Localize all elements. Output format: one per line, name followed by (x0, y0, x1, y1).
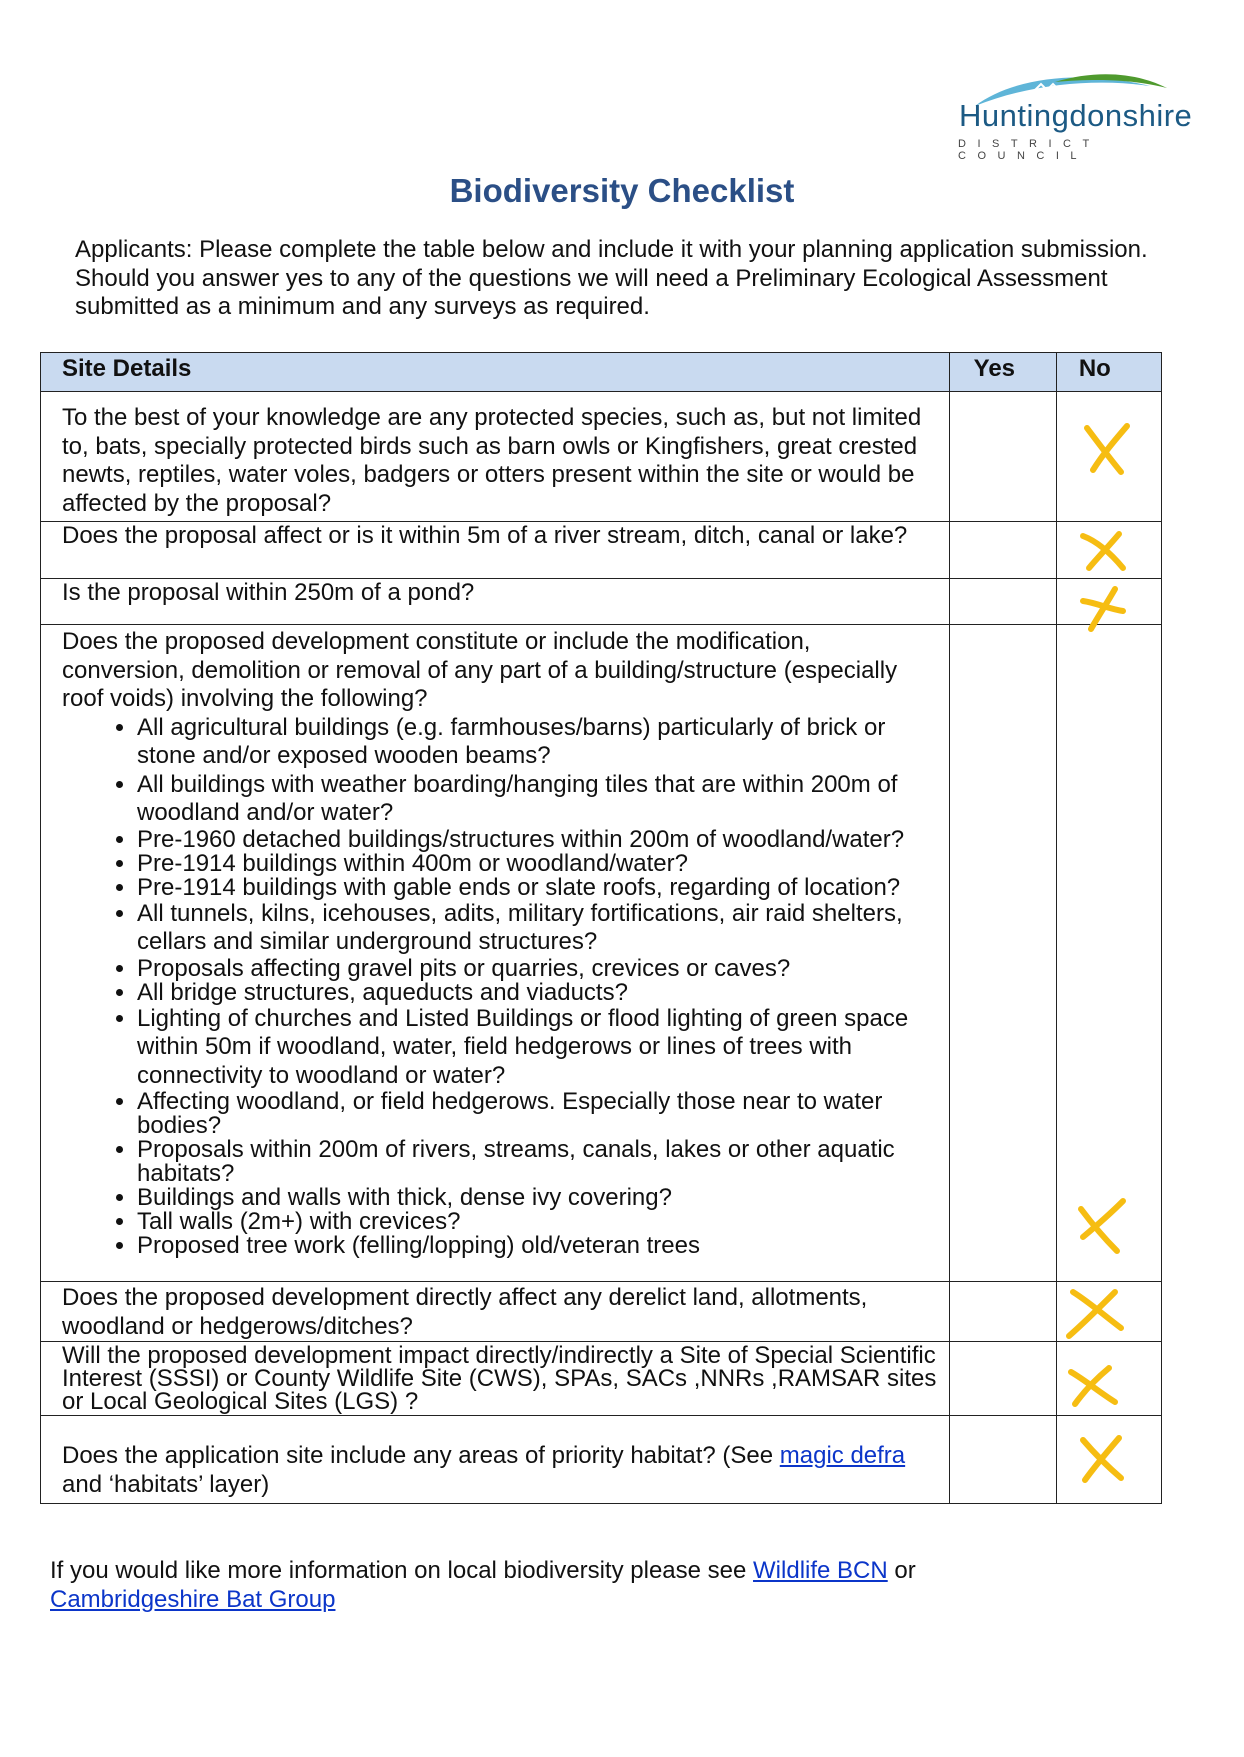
header-no: No (1056, 353, 1161, 392)
bat-group-link[interactable]: Cambridgeshire Bat Group (50, 1586, 336, 1613)
list-item: • All bridge structures, aqueducts and viaducts? (137, 981, 937, 1005)
cross-mark-icon (1065, 1360, 1123, 1410)
list-item: • All agricultural buildings (e.g. farmhouses/barns) particularly of brick or stone and/or exposed wooden beams? (137, 714, 937, 771)
table-row (41, 1282, 1162, 1342)
yes-cell[interactable] (949, 1342, 1056, 1416)
footer-text (50, 1556, 916, 1614)
list-item: • Tall walls (2m+) with crevices? (137, 1210, 937, 1234)
list-item: • Proposed tree work (felling/lopping) old/veteran trees (137, 1234, 937, 1258)
question-pond: Is the proposal within 250m of a pond? (41, 579, 950, 625)
council-logo (935, 68, 1205, 162)
building-criteria-list (62, 714, 937, 1259)
logo-subtitle: DISTRICT COUNCIL (958, 138, 1101, 162)
no-cell[interactable] (1056, 522, 1161, 579)
list-item: • Pre-1960 detached buildings/structures within 200m of woodland/water? (137, 828, 937, 852)
list-item: • Pre-1914 buildings with gable ends or slate roofs, regarding of location? (137, 876, 937, 900)
table-header-row (41, 353, 1162, 392)
table-row (41, 1342, 1162, 1416)
no-cell[interactable] (1056, 392, 1161, 522)
cross-mark-icon (1063, 1286, 1129, 1340)
no-cell[interactable] (1056, 625, 1161, 1282)
table-row (41, 625, 1162, 1282)
list-item: • All tunnels, kilns, icehouses, adits, military fortifications, air raid shelters, cellars and similar underground structures? (137, 900, 937, 957)
list-item: • Affecting woodland, or field hedgerows. Especially those near to water bodies? (137, 1090, 937, 1138)
magic-defra-link[interactable]: magic defra (779, 1442, 906, 1469)
cross-mark-icon (1079, 528, 1131, 574)
question-buildings (41, 625, 950, 1282)
no-cell[interactable] (1056, 1282, 1161, 1342)
table-row (41, 1416, 1162, 1504)
yes-cell[interactable] (949, 1282, 1056, 1342)
yes-cell[interactable] (949, 625, 1056, 1282)
yes-cell[interactable] (949, 522, 1056, 579)
list-item: • Buildings and walls with thick, dense ivy covering? (137, 1186, 937, 1210)
list-item: • Lighting of churches and Listed Buildings or flood lighting of green space within 50m if woodland, water, field hedgerows or lines of trees with connectivity to woodland or water? (137, 1005, 937, 1091)
question-watercourse: Does the proposal affect or is it within 5m of a river stream, ditch, canal or lake? (41, 522, 950, 579)
no-cell[interactable] (1056, 579, 1161, 625)
header-yes: Yes (949, 353, 1056, 392)
table-row (41, 579, 1162, 625)
cross-mark-icon (1081, 422, 1133, 476)
logo-wordmark: Huntingdonshire (959, 98, 1193, 133)
cross-mark-icon (1077, 1434, 1129, 1486)
question-designated-sites: Will the proposed development impact directly/indirectly a Site of Special Scientific Interest (SSSI) or County Wildlife Site (CWS), SPAs, SACs ,NNRs ,RAMSAR sites or Local Geological Sites (LGS) ? (41, 1342, 950, 1416)
header-site-details: Site Details (41, 353, 950, 392)
yes-cell[interactable] (949, 392, 1056, 522)
yes-cell[interactable] (949, 579, 1056, 625)
question-derelict-land: Does the proposed development directly affect any derelict land, allotments, woodland or hedgerows/ditches? (41, 1282, 950, 1342)
habitat-text-before: Does the application site include any areas of priority habitat? (See (62, 1442, 780, 1469)
intro-text: Applicants: Please complete the table below and include it with your planning application submission. Should you answer yes to any of the questions we will need a Preliminary Ecological Assessment submitted as a minimum and any surveys as required. (75, 236, 1148, 320)
no-cell[interactable] (1056, 1416, 1161, 1504)
cross-mark-icon (1073, 1195, 1133, 1257)
table-row (41, 392, 1162, 522)
question-protected-species: To the best of your knowledge are any protected species, such as, but not limited to, bats, specially protected birds such as barn owls or Kingfishers, great crested newts, reptiles, water voles, badgers or otters present within the site or would be affected by the proposal? (41, 392, 950, 522)
list-item: • All buildings with weather boarding/hanging tiles that are within 200m of woodland and/or water? (137, 771, 937, 828)
footer-text-mid: or (887, 1557, 916, 1584)
table-row (41, 522, 1162, 579)
list-item: • Proposals affecting gravel pits or quarries, crevices or caves? (137, 957, 937, 981)
footer-text-before: If you would like more information on local biodiversity please see (50, 1557, 754, 1584)
list-item: • Pre-1914 buildings within 400m or woodland/water? (137, 852, 937, 876)
wildlife-bcn-link[interactable]: Wildlife BCN (753, 1557, 888, 1584)
question-buildings-intro: Does the proposed development constitute or include the modification, conversion, demolition or removal of any part of a building/structure (especially roof voids) involving the following? (62, 628, 898, 712)
biodiversity-table (40, 352, 1162, 1504)
page-title: Biodiversity Checklist (449, 172, 795, 209)
list-item: • Proposals within 200m of rivers, streams, canals, lakes or other aquatic habitats? (137, 1138, 937, 1186)
no-cell[interactable] (1056, 1342, 1161, 1416)
yes-cell[interactable] (949, 1416, 1056, 1504)
habitat-text-after: and ‘habitats’ layer) (62, 1470, 270, 1498)
question-priority-habitat (41, 1416, 950, 1504)
